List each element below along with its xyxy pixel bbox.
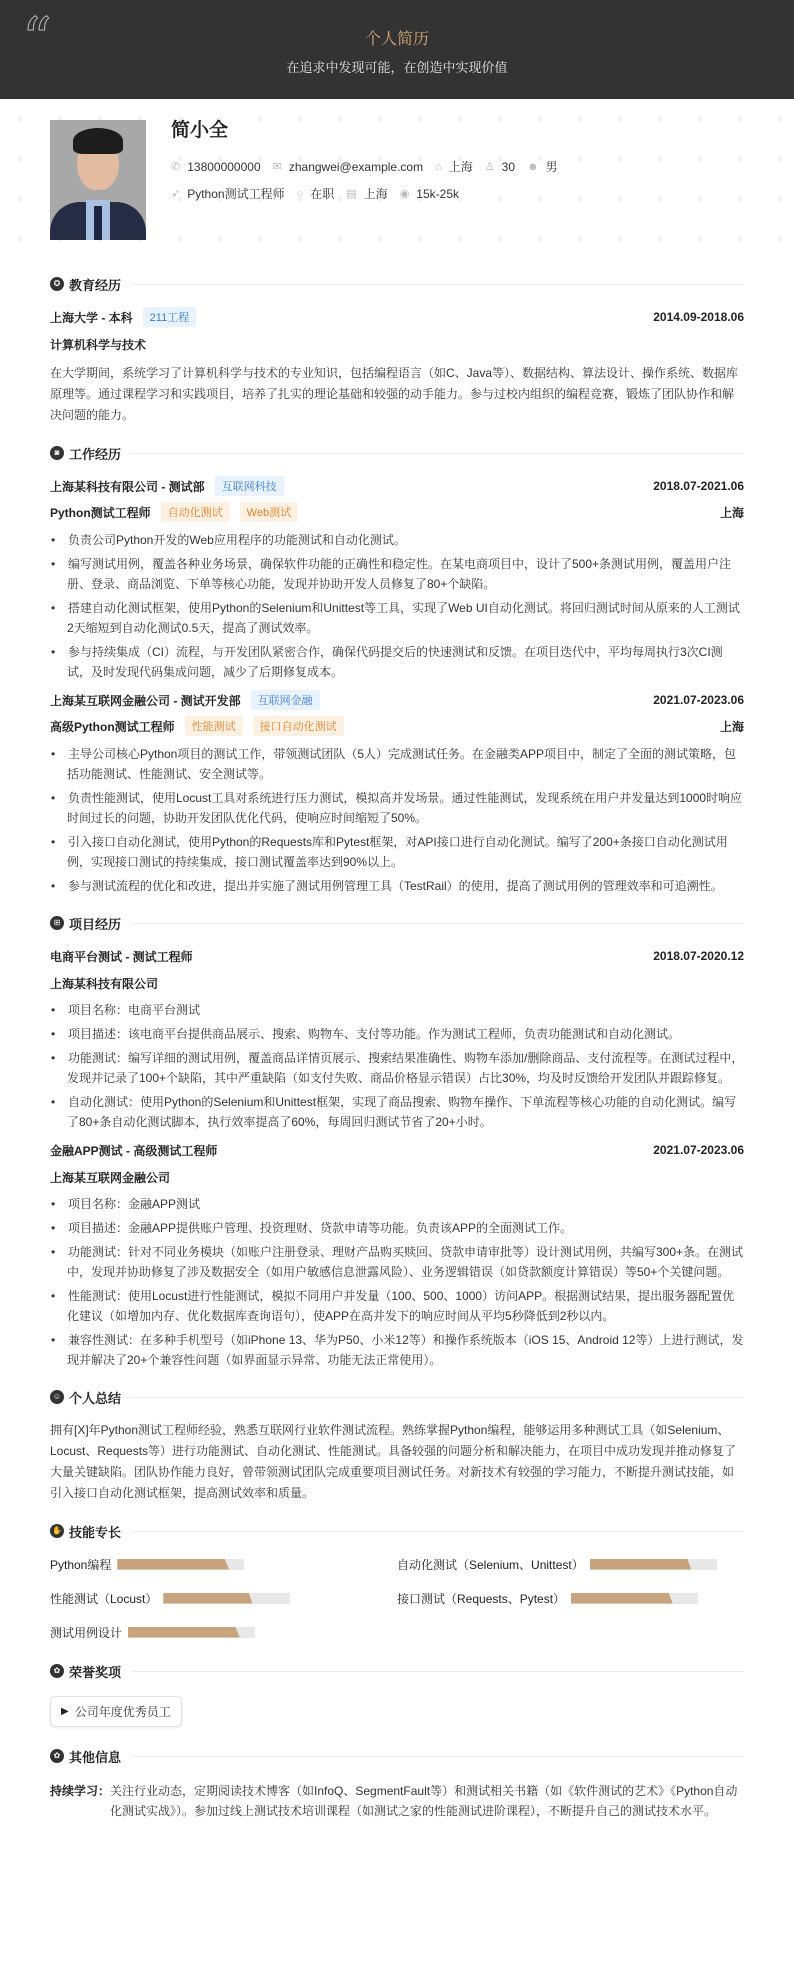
- salary-info: ◉ 15k-25k: [399, 186, 459, 201]
- position: 高级Python测试工程师: [50, 719, 175, 734]
- project-entry: [50, 1138, 744, 1370]
- school-name: 上海大学 - 本科: [50, 310, 133, 325]
- list-item: • 项目名称：电商平台测试: [50, 1000, 744, 1020]
- skill-item: 自动化测试（Selenium、Unittest）: [397, 1556, 744, 1572]
- job-icon: ➶: [171, 188, 181, 200]
- profile-section: [0, 99, 794, 257]
- awards-section-title: ✿ 荣誉奖项: [50, 1656, 744, 1686]
- project-company: 上海某互联网金融公司: [50, 1171, 171, 1185]
- work-location: 上海: [719, 505, 744, 520]
- list-item: • 参与测试流程的优化和改进，提出并实施了测试用例管理工具（TestRail）的使用，提高了测试用例的管理效率和可追溯性。: [50, 876, 744, 896]
- resume-subtitle: 在追求中发现可能，在创造中实现价值: [286, 60, 508, 75]
- position: Python测试工程师: [50, 505, 151, 520]
- education-description: 在大学期间，系统学习了计算机科学与技术的专业知识，包括编程语言（如C、Java等）、数据结构、算法设计、操作系统、数据库原理等。通过课程学习和实践项目，培养了扎实的理论基础和较强的动手能力。参与过校内组织的编程竞赛，锻炼了团队协作和解决问题的能力。: [50, 366, 739, 422]
- other-value: 关注行业动态，定期阅读技术博客（如InfoQ、SegmentFault等）和测试相关书籍（如《软件测试的艺术》《Python自动化测试实战》）。参加过线上测试技术培训课程（如测试之家的性能测试进阶课程），不断提升自己的测试技术水平。: [110, 1784, 738, 1818]
- project-date: 2021.07-2023.06: [653, 1143, 744, 1157]
- status-info: ○ 在职: [296, 187, 335, 201]
- work-date: 2018.07-2021.06: [653, 479, 744, 493]
- gender-info: ☻ 男: [527, 160, 558, 174]
- industry-tag: 互联网金融: [251, 690, 320, 710]
- list-item: • 功能测试：针对不同业务模块（如账户注册登录、理财产品购买赎回、贷款申请审批等）设计测试用例，共编写300+条。在测试中，发现并协助修复了涉及数据安全（如用户敏感信息泄露风险）、业务逻辑错误（如贷款额度计算错误）等50+个关键问题。: [50, 1242, 744, 1282]
- user-icon: ☺: [50, 1390, 64, 1404]
- list-item: • 自动化测试：使用Python的Selenium和Unittest框架，实现了商品搜索、购物车操作、下单流程等核心功能的自动化测试。编写了80+条自动化测试脚本，执行效率提高了60%，每周回归测试节省了20+小时。: [50, 1092, 744, 1132]
- basic-info-row: [171, 158, 570, 175]
- city-info: ▤ 上海: [346, 187, 388, 201]
- divider: [131, 1671, 744, 1672]
- other-label: 持续学习：: [50, 1784, 111, 1798]
- major: 计算机科学与技术: [50, 338, 147, 352]
- home-info: ⌂ 上海: [435, 160, 473, 174]
- project-section-title: ⊞ 项目经历: [50, 908, 744, 938]
- email-icon: ✉: [272, 161, 282, 173]
- job-info-row: [171, 185, 471, 202]
- industry-tag: 互联网科技: [215, 476, 284, 496]
- email-info: ✉ zhangwei@example.com: [272, 159, 424, 174]
- list-item: • 主导公司核心Python项目的测试工作，带领测试团队（5人）完成测试任务。在金融类APP项目中，制定了全面的测试策略，包括功能测试、性能测试、安全测试等。: [50, 744, 744, 784]
- divider: [131, 1531, 744, 1532]
- candidate-name: 简小全: [171, 120, 229, 141]
- avatar: [50, 120, 146, 240]
- project-company: 上海某科技有限公司: [50, 977, 159, 991]
- skill-item: 接口测试（Requests、Pytest）: [397, 1590, 744, 1606]
- company-name: 上海某互联网金融公司 - 测试开发部: [50, 693, 241, 708]
- list-item: • 编写测试用例，覆盖各种业务场景，确保软件功能的正确性和稳定性。在某电商项目中，设计了500+条测试用例，覆盖用户注册、登录、商品浏览、下单等核心功能，发现并协助开发人员修复了80+个缺陷。: [50, 554, 744, 594]
- phone-icon: ✆: [171, 161, 181, 173]
- divider: [131, 923, 744, 924]
- list-item: • 负责性能测试，使用Locust工具对系统进行压力测试，模拟高并发场景。通过性能测试，发现系统在用户并发量达到1000时响应时间过长的问题，协助开发团队优化代码，使响应时间缩短了50%。: [50, 788, 744, 828]
- list-item: • 项目名称：金融APP测试: [50, 1194, 744, 1214]
- resume-title: 个人简历: [364, 31, 429, 48]
- summary-section-title: ☺ 个人总结: [50, 1382, 744, 1412]
- other-section-title: ✿ 其他信息: [50, 1741, 744, 1771]
- graduation-cap-icon: ✪: [50, 277, 64, 291]
- age-icon: ♙: [484, 161, 495, 173]
- school-tag: 211工程: [143, 307, 197, 327]
- list-item: • 项目描述：金融APP提供账户管理、投资理财、贷款申请等功能。负责该APP的全面测试工作。: [50, 1218, 744, 1238]
- job-info: ➶ Python测试工程师: [171, 187, 285, 201]
- city-icon: ▤: [346, 188, 357, 200]
- home-icon: ⌂: [435, 160, 442, 173]
- work-entry: [50, 688, 744, 896]
- list-item: • 搭建自动化测试框架，使用Python的Selenium和Unittest等工具，实现了Web UI自动化测试。将回归测试时间从原来的人工测试2天缩短到自动化测试0.5天，提高了测试效率。: [50, 598, 744, 638]
- quote-icon: “: [22, 5, 52, 73]
- skill-bar: [571, 1593, 698, 1604]
- other-item: [50, 1781, 744, 1821]
- skill-item: Python编程: [50, 1556, 397, 1572]
- list-item: • 兼容性测试：在多种手机型号（如iPhone 13、华为P50、小米12等）和操作系统版本（iOS 15、Android 12等）上进行测试，发现并解决了20+个兼容性问题（如界面显示异常、功能无法正常使用）。: [50, 1330, 744, 1370]
- phone-info: ✆ 13800000000: [171, 159, 261, 174]
- project-date: 2018.07-2020.12: [653, 949, 744, 963]
- salary-icon: ◉: [399, 188, 410, 200]
- award-item: ▶ 公司年度优秀员工: [50, 1696, 182, 1727]
- divider: [131, 1397, 744, 1398]
- list-item: • 负责公司Python开发的Web应用程序的功能测试和自动化测试。: [50, 530, 744, 550]
- project-name: 金融APP测试 - 高级测试工程师: [50, 1143, 218, 1158]
- company-name: 上海某科技有限公司 - 测试部: [50, 479, 205, 494]
- list-item: • 功能测试：编写详细的测试用例，覆盖商品详情页展示、搜索结果准确性、购物车添加/删除商品、支付流程等。在测试过程中，发现并记录了100+个缺陷，其中严重缺陷（如支付失败、商品价格显示错误）占比30%，均及时反馈给开发团队并跟踪修复。: [50, 1048, 744, 1088]
- skill-item: 测试用例设计: [50, 1624, 397, 1640]
- grid-icon: ⊞: [50, 916, 64, 930]
- skills-grid: [50, 1556, 744, 1640]
- info-icon: ✿: [50, 1749, 64, 1763]
- skill-tag: 自动化测试: [161, 502, 230, 522]
- age-info: ♙ 30: [484, 159, 516, 174]
- education-entry: [50, 305, 744, 329]
- status-icon: ○: [296, 187, 304, 200]
- list-item: • 引入接口自动化测试，使用Python的Requests库和Pytest框架，对API接口进行自动化测试。编写了200+条接口自动化测试用例，实现接口测试的持续集成，接口测试覆盖率达到90%以上。: [50, 832, 744, 872]
- briefcase-icon: ◙: [50, 446, 64, 460]
- skills-section-title: ✋ 技能专长: [50, 1516, 744, 1546]
- skill-item: 性能测试（Locust）: [50, 1590, 397, 1606]
- list-item: • 性能测试：使用Locust进行性能测试，模拟不同用户并发量（100、500、1000）访问APP。根据测试结果，提出服务器配置优化建议（如增加内存、优化数据库查询语句），使APP在高并发下的响应时间从平均5秒降低到2秒以内。: [50, 1286, 744, 1326]
- summary-text: 拥有[X]年Python测试工程师经验，熟悉互联网行业软件测试流程。熟练掌握Python编程，能够运用多种测试工具（如Selenium、Locust、Requests等）进行功能测试、自动化测试、性能测试。具备较强的问题分析和解决能力，在项目中成功发现并推动修复了大量关键缺陷。团队协作能力良好，曾带领测试团队完成重要项目测试任务。对新技术有较强的学习能力，不断提升测试技能，如引入接口自动化测试框架，提高测试效率和质量。: [50, 1423, 737, 1500]
- work-date: 2021.07-2023.06: [653, 693, 744, 707]
- divider: [131, 453, 744, 454]
- divider: [131, 1756, 744, 1757]
- project-entry: [50, 944, 744, 1132]
- work-section-title: ◙ 工作经历: [50, 438, 744, 468]
- education-date: 2014.09-2018.06: [653, 310, 744, 324]
- skill-bar: [163, 1593, 290, 1604]
- skill-tag: Web测试: [240, 502, 298, 522]
- list-item: • 参与持续集成（CI）流程，与开发团队紧密合作，确保代码提交后的快速测试和反馈。在项目迭代中，平均每周执行3次CI测试，及时发现代码集成问题，减少了后期修复成本。: [50, 642, 744, 682]
- education-section-title: ✪ 教育经历: [50, 269, 744, 299]
- skill-bar: [128, 1627, 255, 1638]
- triangle-right-icon: ▶: [61, 1706, 69, 1717]
- gender-icon: ☻: [527, 160, 539, 173]
- work-location: 上海: [719, 719, 744, 734]
- skill-tag: 接口自动化测试: [253, 716, 344, 736]
- skill-tag: 性能测试: [185, 716, 243, 736]
- work-entry: [50, 474, 744, 682]
- resume-header: [0, 0, 794, 99]
- list-item: • 项目描述：该电商平台提供商品展示、搜索、购物车、支付等功能。作为测试工程师，负责功能测试和自动化测试。: [50, 1024, 744, 1044]
- award-icon: ✿: [50, 1664, 64, 1678]
- divider: [131, 284, 744, 285]
- thumbs-up-icon: ✋: [50, 1524, 64, 1538]
- skill-bar: [117, 1559, 244, 1570]
- project-name: 电商平台测试 - 测试工程师: [50, 949, 193, 964]
- skill-bar: [590, 1559, 717, 1570]
